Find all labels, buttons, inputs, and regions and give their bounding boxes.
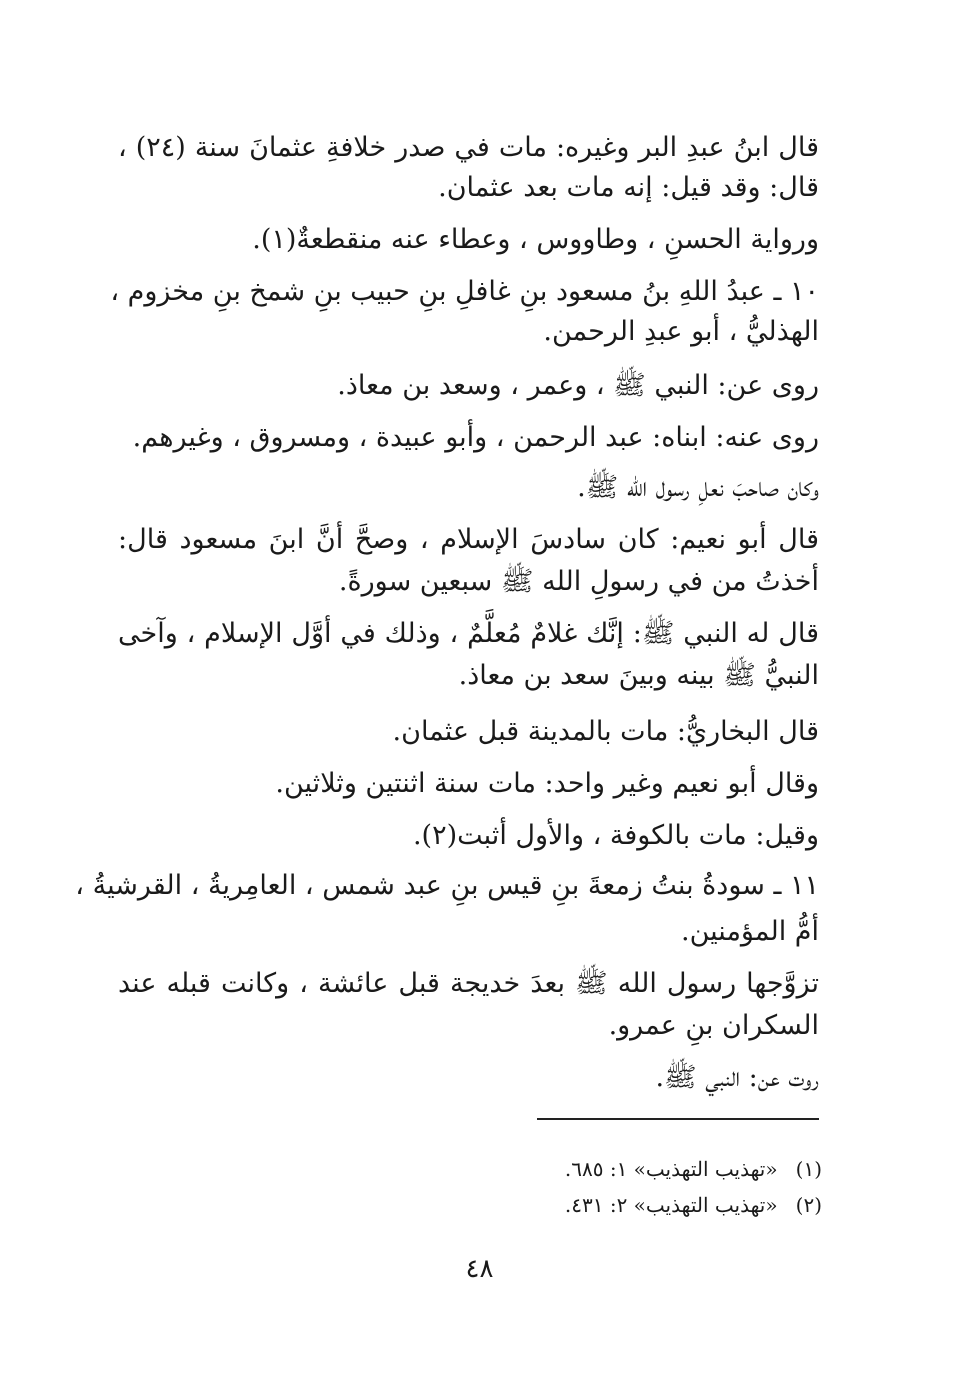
text-line: روى عن: النبي ﷺ ، وعمر ، وسعد بن معاذ. — [337, 370, 819, 401]
footnote-number: (١) — [795, 1157, 822, 1181]
text-line: الهذليُّ ، أبو عبدِ الرحمن. — [543, 316, 819, 347]
text-line: وقال أبو نعيم وغير واحد: مات سنة اثنتين وثلاثين. — [275, 768, 819, 799]
text-line: قال ابنُ عبدِ البر وغيره: مات في صدر خلافةِ عثمانَ سنة (٢٤) ، — [118, 132, 819, 163]
text-line: أخذتُ من في رسولِ الله ﷺ سبعين سورةً. — [338, 566, 819, 597]
text-line: قال: وقد قيل: إنه مات بعد عثمان. — [438, 172, 819, 203]
page-number: ٤٨ — [465, 1254, 494, 1284]
text-line: روى عنه: ابناه: عبد الرحمن ، وأبو عبيدة ، ومسروق ، وغيرهم. — [132, 422, 819, 453]
text-line: قال له النبي ﷺ: إنَّك غلامٌ مُعلَّمٌ ، وذلك في أوَّل الإسلام ، وآخى — [118, 618, 819, 649]
footnote-text: «تهذيب التهذيب» ٢: ٤٣١. — [564, 1193, 778, 1217]
text-line: النبيُّ ﷺ بينه وبينَ سعد بن معاذ. — [458, 660, 819, 691]
footnote — [565, 1190, 822, 1220]
text-line: السكران بنِ عمرو. — [608, 1010, 819, 1041]
text-line: ورواية الحسنِ ، وطاووس ، وعطاء عنه منقطعةٌ(١). — [252, 224, 819, 255]
text-line: وقيل: مات بالكوفة ، والأول أثبت(٢). — [412, 820, 819, 851]
entry-heading: ١٠ ـ عبدُ اللهِ بنُ مسعود بنِ غافلِ بنِ حبيب بنِ شمخ بنِ مخزوم ، — [110, 276, 819, 307]
text-line: وكان صاحبَ نعلِ رسول الله ﷺ. — [577, 472, 819, 503]
text-line: أمُّ المؤمنين. — [681, 916, 819, 947]
text-line: قال أبو نعيم: كان سادسَ الإسلام ، وصحَّ أنَّ ابنَ مسعود قال: — [118, 524, 819, 555]
footnote-text: «تهذيب التهذيب» ١: ٦٨٥. — [564, 1157, 778, 1181]
text-line: روت عن: النبي ﷺ. — [655, 1062, 819, 1093]
footnote-number: (٢) — [795, 1193, 822, 1217]
footnote — [565, 1154, 822, 1184]
entry-heading: ١١ ـ سودةُ بنتُ زمعةَ بنِ قيس بنِ عبد شمس ، العامِريةُ ، القرشيةُ ، — [75, 870, 819, 901]
text-line: تزوَّجها رسول الله ﷺ بعدَ خديجة قبل عائشة ، وكانت قبله عند — [118, 968, 819, 999]
footnote-separator — [537, 1118, 819, 1120]
text-line: قال البخاريُّ: مات بالمدينة قبل عثمان. — [392, 716, 819, 747]
